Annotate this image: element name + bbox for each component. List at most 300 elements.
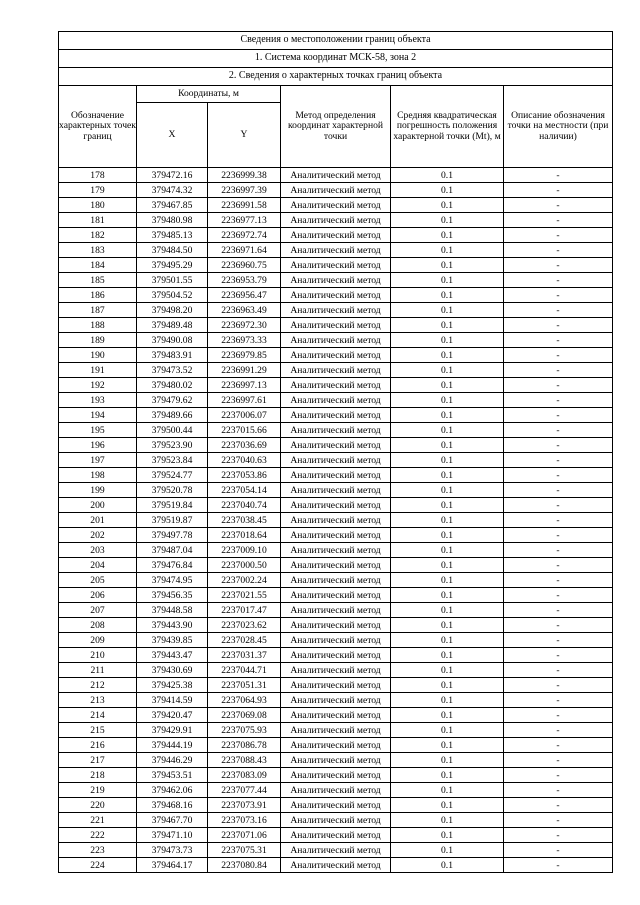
point-number-cell: 184	[59, 258, 137, 273]
y-coordinate-cell: 2237040.63	[208, 453, 281, 468]
description-cell: -	[504, 678, 613, 693]
point-number-cell: 188	[59, 318, 137, 333]
error-cell: 0.1	[391, 348, 504, 363]
x-coordinate-cell: 379476.84	[137, 558, 208, 573]
method-cell: Аналитический метод	[281, 213, 391, 228]
table-row	[59, 708, 613, 723]
y-coordinate-cell: 2237071.06	[208, 828, 281, 843]
x-coordinate-cell: 379524.77	[137, 468, 208, 483]
description-cell: -	[504, 753, 613, 768]
table-row	[59, 828, 613, 843]
error-cell: 0.1	[391, 753, 504, 768]
description-cell: -	[504, 273, 613, 288]
description-cell: -	[504, 258, 613, 273]
method-cell: Аналитический метод	[281, 438, 391, 453]
method-cell: Аналитический метод	[281, 468, 391, 483]
y-coordinate-cell: 2236953.79	[208, 273, 281, 288]
description-cell: -	[504, 738, 613, 753]
table-row	[59, 768, 613, 783]
x-coordinate-cell: 379443.90	[137, 618, 208, 633]
error-cell: 0.1	[391, 183, 504, 198]
x-coordinate-cell: 379473.73	[137, 843, 208, 858]
method-cell: Аналитический метод	[281, 408, 391, 423]
y-coordinate-cell: 2237053.86	[208, 468, 281, 483]
y-coordinate-cell: 2237073.91	[208, 798, 281, 813]
point-number-cell: 220	[59, 798, 137, 813]
description-cell: -	[504, 288, 613, 303]
method-cell: Аналитический метод	[281, 243, 391, 258]
error-cell: 0.1	[391, 333, 504, 348]
description-cell: -	[504, 723, 613, 738]
error-cell: 0.1	[391, 303, 504, 318]
x-coordinate-cell: 379456.35	[137, 588, 208, 603]
y-coordinate-cell: 2236963.49	[208, 303, 281, 318]
x-coordinate-cell: 379444.19	[137, 738, 208, 753]
x-coordinate-cell: 379487.04	[137, 543, 208, 558]
x-coordinate-cell: 379462.06	[137, 783, 208, 798]
description-cell: -	[504, 513, 613, 528]
error-cell: 0.1	[391, 228, 504, 243]
boundary-points-table	[58, 31, 613, 873]
y-coordinate-cell: 2237077.44	[208, 783, 281, 798]
error-cell: 0.1	[391, 798, 504, 813]
table-row	[59, 378, 613, 393]
x-coordinate-cell: 379483.91	[137, 348, 208, 363]
description-cell: -	[504, 183, 613, 198]
error-cell: 0.1	[391, 813, 504, 828]
description-cell: -	[504, 588, 613, 603]
method-cell: Аналитический метод	[281, 228, 391, 243]
description-cell: -	[504, 633, 613, 648]
point-number-cell: 201	[59, 513, 137, 528]
y-coordinate-cell: 2236997.39	[208, 183, 281, 198]
y-coordinate-cell: 2237036.69	[208, 438, 281, 453]
method-cell: Аналитический метод	[281, 843, 391, 858]
description-cell: -	[504, 168, 613, 183]
description-cell: -	[504, 363, 613, 378]
point-number-cell: 214	[59, 708, 137, 723]
x-coordinate-cell: 379484.50	[137, 243, 208, 258]
y-coordinate-cell: 2237064.93	[208, 693, 281, 708]
header-coordinates: Координаты, м	[137, 86, 281, 103]
method-cell: Аналитический метод	[281, 648, 391, 663]
error-cell: 0.1	[391, 258, 504, 273]
error-cell: 0.1	[391, 843, 504, 858]
table-row	[59, 693, 613, 708]
description-cell: -	[504, 468, 613, 483]
point-number-cell: 219	[59, 783, 137, 798]
description-cell: -	[504, 198, 613, 213]
method-cell: Аналитический метод	[281, 663, 391, 678]
method-cell: Аналитический метод	[281, 828, 391, 843]
x-coordinate-cell: 379490.08	[137, 333, 208, 348]
description-cell: -	[504, 213, 613, 228]
point-number-cell: 209	[59, 633, 137, 648]
x-coordinate-cell: 379474.95	[137, 573, 208, 588]
table-row	[59, 543, 613, 558]
description-cell: -	[504, 333, 613, 348]
error-cell: 0.1	[391, 693, 504, 708]
method-cell: Аналитический метод	[281, 258, 391, 273]
y-coordinate-cell: 2237073.16	[208, 813, 281, 828]
table-row	[59, 213, 613, 228]
method-cell: Аналитический метод	[281, 273, 391, 288]
error-cell: 0.1	[391, 498, 504, 513]
x-coordinate-cell: 379520.78	[137, 483, 208, 498]
point-number-cell: 186	[59, 288, 137, 303]
table-row	[59, 483, 613, 498]
method-cell: Аналитический метод	[281, 588, 391, 603]
table-row	[59, 783, 613, 798]
header-method: Метод определения координат характерной точки	[281, 86, 391, 168]
error-cell: 0.1	[391, 198, 504, 213]
error-cell: 0.1	[391, 543, 504, 558]
x-coordinate-cell: 379443.47	[137, 648, 208, 663]
point-number-cell: 202	[59, 528, 137, 543]
method-cell: Аналитический метод	[281, 288, 391, 303]
error-cell: 0.1	[391, 513, 504, 528]
error-cell: 0.1	[391, 468, 504, 483]
y-coordinate-cell: 2237083.09	[208, 768, 281, 783]
description-cell: -	[504, 648, 613, 663]
method-cell: Аналитический метод	[281, 708, 391, 723]
point-number-cell: 181	[59, 213, 137, 228]
description-cell: -	[504, 483, 613, 498]
table-row	[59, 663, 613, 678]
table-title: Сведения о местоположении границ объекта	[59, 32, 613, 50]
table-row	[59, 723, 613, 738]
error-cell: 0.1	[391, 423, 504, 438]
method-cell: Аналитический метод	[281, 573, 391, 588]
table-row	[59, 813, 613, 828]
description-cell: -	[504, 378, 613, 393]
table-row	[59, 408, 613, 423]
x-coordinate-cell: 379504.52	[137, 288, 208, 303]
header-error: Средняя квадратическая погрешность положения характерной точки (Mt), м	[391, 86, 504, 168]
y-coordinate-cell: 2236973.33	[208, 333, 281, 348]
table-row	[59, 273, 613, 288]
error-cell: 0.1	[391, 273, 504, 288]
error-cell: 0.1	[391, 438, 504, 453]
method-cell: Аналитический метод	[281, 483, 391, 498]
header-x: X	[137, 103, 208, 168]
point-number-cell: 218	[59, 768, 137, 783]
error-cell: 0.1	[391, 453, 504, 468]
point-number-cell: 222	[59, 828, 137, 843]
method-cell: Аналитический метод	[281, 783, 391, 798]
description-cell: -	[504, 243, 613, 258]
x-coordinate-cell: 379497.78	[137, 528, 208, 543]
y-coordinate-cell: 2236991.29	[208, 363, 281, 378]
method-cell: Аналитический метод	[281, 768, 391, 783]
x-coordinate-cell: 379489.66	[137, 408, 208, 423]
table-row	[59, 843, 613, 858]
y-coordinate-cell: 2236997.61	[208, 393, 281, 408]
method-cell: Аналитический метод	[281, 393, 391, 408]
x-coordinate-cell: 379495.29	[137, 258, 208, 273]
description-cell: -	[504, 303, 613, 318]
y-coordinate-cell: 2237040.74	[208, 498, 281, 513]
table-row	[59, 228, 613, 243]
description-cell: -	[504, 453, 613, 468]
description-cell: -	[504, 843, 613, 858]
y-coordinate-cell: 2236972.74	[208, 228, 281, 243]
description-cell: -	[504, 783, 613, 798]
point-number-cell: 212	[59, 678, 137, 693]
error-cell: 0.1	[391, 723, 504, 738]
error-cell: 0.1	[391, 768, 504, 783]
y-coordinate-cell: 2236979.85	[208, 348, 281, 363]
point-number-cell: 215	[59, 723, 137, 738]
error-cell: 0.1	[391, 363, 504, 378]
x-coordinate-cell: 379485.13	[137, 228, 208, 243]
error-cell: 0.1	[391, 213, 504, 228]
table-row	[59, 363, 613, 378]
header-point: Обозначение характерных точек границ	[59, 86, 137, 168]
table-row	[59, 513, 613, 528]
point-number-cell: 208	[59, 618, 137, 633]
point-number-cell: 206	[59, 588, 137, 603]
x-coordinate-cell: 379448.58	[137, 603, 208, 618]
description-cell: -	[504, 423, 613, 438]
point-number-cell: 204	[59, 558, 137, 573]
method-cell: Аналитический метод	[281, 813, 391, 828]
table-row	[59, 858, 613, 873]
x-coordinate-cell: 379519.84	[137, 498, 208, 513]
y-coordinate-cell: 2236960.75	[208, 258, 281, 273]
x-coordinate-cell: 379425.38	[137, 678, 208, 693]
method-cell: Аналитический метод	[281, 558, 391, 573]
x-coordinate-cell: 379430.69	[137, 663, 208, 678]
y-coordinate-cell: 2237044.71	[208, 663, 281, 678]
method-cell: Аналитический метод	[281, 513, 391, 528]
coordinate-system-title: 1. Система координат МСК-58, зона 2	[59, 50, 613, 68]
point-number-cell: 217	[59, 753, 137, 768]
point-number-cell: 190	[59, 348, 137, 363]
x-coordinate-cell: 379453.51	[137, 768, 208, 783]
section-title: 2. Сведения о характерных точках границ объекта	[59, 68, 613, 86]
error-cell: 0.1	[391, 408, 504, 423]
method-cell: Аналитический метод	[281, 348, 391, 363]
y-coordinate-cell: 2237028.45	[208, 633, 281, 648]
method-cell: Аналитический метод	[281, 528, 391, 543]
y-coordinate-cell: 2237054.14	[208, 483, 281, 498]
x-coordinate-cell: 379446.29	[137, 753, 208, 768]
description-cell: -	[504, 828, 613, 843]
description-cell: -	[504, 693, 613, 708]
x-coordinate-cell: 379420.47	[137, 708, 208, 723]
table-row	[59, 498, 613, 513]
y-coordinate-cell: 2236999.38	[208, 168, 281, 183]
error-cell: 0.1	[391, 633, 504, 648]
y-coordinate-cell: 2237031.37	[208, 648, 281, 663]
error-cell: 0.1	[391, 603, 504, 618]
method-cell: Аналитический метод	[281, 633, 391, 648]
error-cell: 0.1	[391, 483, 504, 498]
y-coordinate-cell: 2237021.55	[208, 588, 281, 603]
x-coordinate-cell: 379472.16	[137, 168, 208, 183]
error-cell: 0.1	[391, 378, 504, 393]
method-cell: Аналитический метод	[281, 678, 391, 693]
description-cell: -	[504, 348, 613, 363]
table-row	[59, 588, 613, 603]
description-cell: -	[504, 768, 613, 783]
point-number-cell: 207	[59, 603, 137, 618]
table-row	[59, 633, 613, 648]
description-cell: -	[504, 318, 613, 333]
table-row	[59, 573, 613, 588]
header-description: Описание обозначения точки на местности (при наличии)	[504, 86, 613, 168]
point-number-cell: 211	[59, 663, 137, 678]
y-coordinate-cell: 2236972.30	[208, 318, 281, 333]
point-number-cell: 191	[59, 363, 137, 378]
error-cell: 0.1	[391, 663, 504, 678]
y-coordinate-cell: 2237023.62	[208, 618, 281, 633]
point-number-cell: 210	[59, 648, 137, 663]
table-row	[59, 528, 613, 543]
point-number-cell: 199	[59, 483, 137, 498]
error-cell: 0.1	[391, 678, 504, 693]
x-coordinate-cell: 379467.85	[137, 198, 208, 213]
table-row	[59, 243, 613, 258]
error-cell: 0.1	[391, 858, 504, 873]
method-cell: Аналитический метод	[281, 723, 391, 738]
description-cell: -	[504, 798, 613, 813]
method-cell: Аналитический метод	[281, 453, 391, 468]
description-cell: -	[504, 603, 613, 618]
table-row	[59, 468, 613, 483]
table-row	[59, 438, 613, 453]
method-cell: Аналитический метод	[281, 798, 391, 813]
description-cell: -	[504, 663, 613, 678]
error-cell: 0.1	[391, 828, 504, 843]
x-coordinate-cell: 379500.44	[137, 423, 208, 438]
point-number-cell: 200	[59, 498, 137, 513]
point-number-cell: 224	[59, 858, 137, 873]
description-cell: -	[504, 228, 613, 243]
method-cell: Аналитический метод	[281, 753, 391, 768]
method-cell: Аналитический метод	[281, 603, 391, 618]
x-coordinate-cell: 379464.17	[137, 858, 208, 873]
x-coordinate-cell: 379473.52	[137, 363, 208, 378]
point-number-cell: 216	[59, 738, 137, 753]
y-coordinate-cell: 2237075.31	[208, 843, 281, 858]
error-cell: 0.1	[391, 573, 504, 588]
y-coordinate-cell: 2236956.47	[208, 288, 281, 303]
method-cell: Аналитический метод	[281, 858, 391, 873]
error-cell: 0.1	[391, 528, 504, 543]
table-row	[59, 393, 613, 408]
table-row	[59, 603, 613, 618]
y-coordinate-cell: 2237017.47	[208, 603, 281, 618]
table-row	[59, 753, 613, 768]
method-cell: Аналитический метод	[281, 198, 391, 213]
error-cell: 0.1	[391, 393, 504, 408]
y-coordinate-cell: 2237000.50	[208, 558, 281, 573]
y-coordinate-cell: 2236977.13	[208, 213, 281, 228]
error-cell: 0.1	[391, 708, 504, 723]
table-row	[59, 318, 613, 333]
description-cell: -	[504, 498, 613, 513]
method-cell: Аналитический метод	[281, 498, 391, 513]
table-row	[59, 648, 613, 663]
table-row	[59, 288, 613, 303]
point-number-cell: 178	[59, 168, 137, 183]
description-cell: -	[504, 528, 613, 543]
y-coordinate-cell: 2237015.66	[208, 423, 281, 438]
error-cell: 0.1	[391, 738, 504, 753]
method-cell: Аналитический метод	[281, 543, 391, 558]
point-number-cell: 195	[59, 423, 137, 438]
y-coordinate-cell: 2237018.64	[208, 528, 281, 543]
error-cell: 0.1	[391, 288, 504, 303]
table-row	[59, 348, 613, 363]
x-coordinate-cell: 379474.32	[137, 183, 208, 198]
method-cell: Аналитический метод	[281, 423, 391, 438]
x-coordinate-cell: 379523.84	[137, 453, 208, 468]
table-row	[59, 183, 613, 198]
method-cell: Аналитический метод	[281, 183, 391, 198]
point-number-cell: 179	[59, 183, 137, 198]
point-number-cell: 183	[59, 243, 137, 258]
point-number-cell: 196	[59, 438, 137, 453]
method-cell: Аналитический метод	[281, 303, 391, 318]
point-number-cell: 192	[59, 378, 137, 393]
y-coordinate-cell: 2237002.24	[208, 573, 281, 588]
method-cell: Аналитический метод	[281, 363, 391, 378]
error-cell: 0.1	[391, 558, 504, 573]
point-number-cell: 197	[59, 453, 137, 468]
description-cell: -	[504, 393, 613, 408]
method-cell: Аналитический метод	[281, 738, 391, 753]
y-coordinate-cell: 2236971.64	[208, 243, 281, 258]
y-coordinate-cell: 2236997.13	[208, 378, 281, 393]
point-number-cell: 187	[59, 303, 137, 318]
x-coordinate-cell: 379480.02	[137, 378, 208, 393]
description-cell: -	[504, 573, 613, 588]
table-row	[59, 258, 613, 273]
table-row	[59, 198, 613, 213]
x-coordinate-cell: 379501.55	[137, 273, 208, 288]
x-coordinate-cell: 379414.59	[137, 693, 208, 708]
method-cell: Аналитический метод	[281, 333, 391, 348]
point-number-cell: 180	[59, 198, 137, 213]
y-coordinate-cell: 2237086.78	[208, 738, 281, 753]
table-row	[59, 423, 613, 438]
x-coordinate-cell: 379467.70	[137, 813, 208, 828]
y-coordinate-cell: 2237006.07	[208, 408, 281, 423]
y-coordinate-cell: 2237069.08	[208, 708, 281, 723]
method-cell: Аналитический метод	[281, 318, 391, 333]
point-number-cell: 213	[59, 693, 137, 708]
description-cell: -	[504, 558, 613, 573]
error-cell: 0.1	[391, 588, 504, 603]
x-coordinate-cell: 379429.91	[137, 723, 208, 738]
method-cell: Аналитический метод	[281, 618, 391, 633]
table-row	[59, 798, 613, 813]
error-cell: 0.1	[391, 783, 504, 798]
x-coordinate-cell: 379479.62	[137, 393, 208, 408]
table-row	[59, 738, 613, 753]
error-cell: 0.1	[391, 243, 504, 258]
point-number-cell: 203	[59, 543, 137, 558]
error-cell: 0.1	[391, 618, 504, 633]
table-row	[59, 618, 613, 633]
error-cell: 0.1	[391, 648, 504, 663]
description-cell: -	[504, 408, 613, 423]
x-coordinate-cell: 379519.87	[137, 513, 208, 528]
y-coordinate-cell: 2237009.10	[208, 543, 281, 558]
